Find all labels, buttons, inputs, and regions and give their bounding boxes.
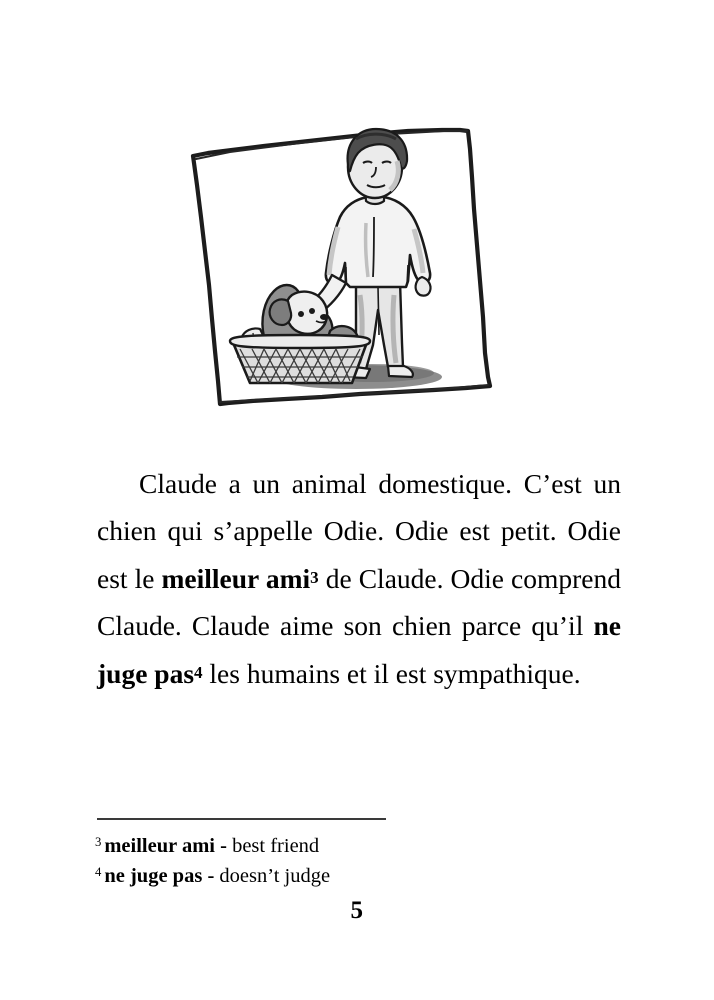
footnote-marker: 3 (95, 835, 102, 849)
paragraph-segment: les humains et il est sympathique. (202, 657, 581, 689)
footnote-item (95, 860, 615, 890)
footnote-list (95, 830, 615, 889)
footnote-ref-4[interactable]: 4 (194, 662, 203, 682)
paragraph-segment: de Claude. Odie comprend Claude. Claude aime son chien parce qu’il (97, 562, 622, 641)
footnote-marker: 4 (95, 864, 102, 879)
dog-in-basket-figure (230, 285, 370, 383)
illustration-figure (160, 105, 540, 425)
footnote-separator-rule (97, 818, 386, 820)
footnote-separator: - (207, 864, 215, 887)
footnote-term: meilleur ami (104, 835, 215, 858)
footnote-gloss: doesn’t judge (219, 864, 331, 887)
footnote-term: ne juge pas (104, 864, 203, 887)
boy-petting-dog-in-basket-image (160, 105, 540, 425)
footnote-gloss: best friend (232, 835, 320, 858)
paragraph-segment: Claude a un animal domestique. C’est un chien qui s’appelle Odie. Odie est petit. Odie est le (97, 467, 621, 594)
bold-phrase-meilleur-ami: meilleur ami (161, 562, 311, 594)
page-number: 5 (350, 897, 364, 924)
bold-phrase-ne-juge-pas: ne juge pas (97, 609, 621, 689)
story-paragraph (97, 460, 621, 697)
footnote-separator: - (220, 835, 227, 858)
footnote-ref-3[interactable]: 3 (310, 567, 319, 587)
footnote-item (95, 830, 615, 860)
